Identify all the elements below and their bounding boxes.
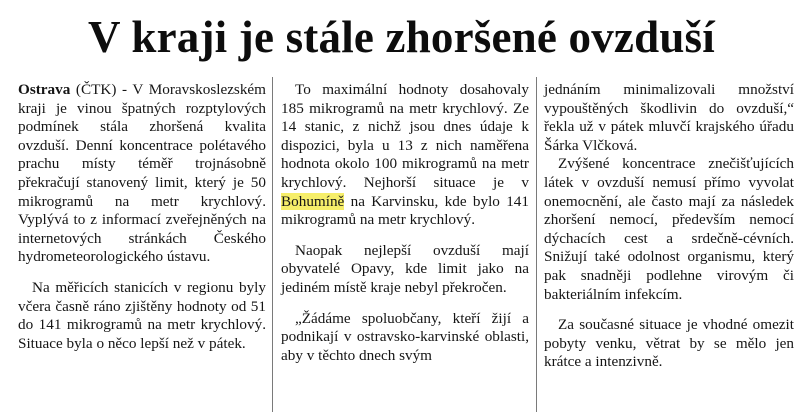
paragraph-7: Zvýšené koncentrace znečišťujících látek v ovzduší nemusí přímo vyvolat onemocnění, ale často mají za následek zhoršení nemocí, především nemocí dýchacích cest a srdečně-cévních. Snižují také odolnost organismu, který pak snadněji podlehne virovým či bakteriálním infekcím.: [544, 155, 794, 303]
highlighted-place-name: Bohumíně: [281, 192, 345, 210]
column-1: [18, 81, 266, 353]
paragraph-2: Na měřicích stanicích v regionu byly včera časně ráno zjištěny hodnoty od 51 do 141 mikrogramů na metr krychlový. Situace byla o něco lepší než v pátek.: [18, 278, 266, 352]
column-2: [281, 81, 529, 365]
headline: V kraji je stále zhoršené ovzduší: [88, 12, 715, 62]
paragraph-6: jednáním minimalizovali množství vypouštěných škodlivin do ovzduší,“ řekla už v pátek mluvčí krajského úřadu Šárka Vlčková.: [544, 81, 794, 154]
paragraph-3-text-a: To maximální hodnoty dosahovaly 185 mikrogramů na metr krychlový. Ze 14 stanic, z nichž jsou dnes údaje k dispozici, byla u 13 z nich naměřena hodnota okolo 100 mikrogramů na metr krychlový. Nejhorší situace je v: [281, 81, 529, 191]
column-divider-1: [272, 77, 273, 412]
paragraph-4: Naopak nejlepší ovzduší mají obyvatelé Opavy, kde limit jako na jediném místě kraje nebyl překročen.: [281, 241, 529, 296]
paragraph-1-text: (ČTK) - V Moravskoslezském kraji je vinou špatných rozptylových podmínek stála zhoršená kvalita ovzduší. Denní koncentrace polétavého prachu místy téměř trojnásobně překračují stanovený limit, který je 50 mikrogramů na metr krychlový. Vyplývá to z informací zveřejněných na internetových stránkách Českého hydrometeorologického ústavu.: [18, 81, 266, 266]
paragraph-1: [18, 81, 266, 267]
column-3: [544, 81, 794, 372]
paragraph-8: Za současné situace je vhodné omezit pobyty venku, větrat by se mělo jen krátce a intenzivně.: [544, 316, 794, 371]
paragraph-3: [281, 81, 529, 230]
dateline: Ostrava: [18, 81, 71, 98]
paragraph-5: „Žádáme spoluobčany, kteří žijí a podnikají v ostravsko-karvinské oblasti, aby v těchto dnech svým: [281, 309, 529, 364]
paragraph-3-text-b: na Karvinsku, kde bylo 141 mikrogramů na metr krychlový.: [281, 192, 529, 229]
column-divider-2: [536, 77, 537, 412]
